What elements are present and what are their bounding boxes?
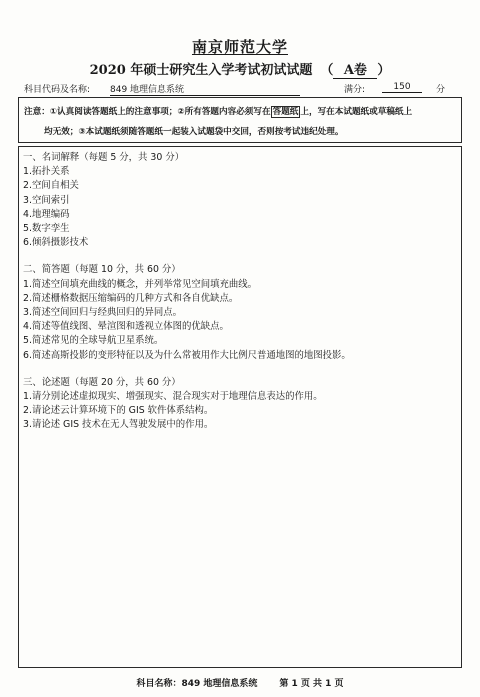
page-footer (0, 676, 480, 689)
notice-line-1 (24, 102, 456, 122)
question-item: 5.数字孪生 (23, 223, 70, 235)
section-short-answer (23, 263, 457, 362)
footer-page-number: 第 1 页 共 1 页 (279, 679, 344, 689)
section-title: 三、论述题（每题 20 分，共 60 分） (23, 376, 181, 388)
question-item: 5.简述常见的全球导航卫星系统。 (23, 335, 164, 347)
exam-title-row (0, 59, 480, 79)
paper-type-open: （ (320, 63, 334, 78)
question-item: 3.简述空间回归与经典回归的异同点。 (23, 307, 182, 319)
exam-meta-row (24, 82, 450, 96)
question-item: 6.倾斜摄影技术 (23, 237, 89, 249)
section-title: 二、简答题（每题 10 分，共 60 分） (23, 264, 181, 276)
school-name: 南京师范大学 (191, 38, 288, 56)
notice-line-2: 均无效；③本试题纸须随答题纸一起装入试题袋中交回，否则按考试违纪处理。 (44, 127, 344, 137)
full-score-value: 150 (382, 82, 422, 93)
question-item: 3.空间索引 (23, 194, 70, 206)
full-score-unit: 分 (436, 85, 446, 95)
full-score-label: 满分: (344, 85, 366, 95)
question-item: 4.地理编码 (23, 208, 70, 220)
question-item: 6.简述高斯投影的变形特征以及为什么常被用作大比例尺普通地图的地图投影。 (23, 349, 351, 361)
section-title: 一、名词解释（每题 5 分，共 30 分） (23, 152, 185, 163)
footer-subject: 科目名称：849 地理信息系统 (136, 679, 258, 689)
paper-type-value: A卷 (333, 59, 377, 79)
paper-type-close: ） (377, 63, 391, 78)
exam-title: 2020 年硕士研究生入学考试初试试题 (89, 63, 313, 78)
question-item: 1.请分别论述虚拟现实、增强现实、混合现实对于地理信息表达的作用。 (23, 391, 323, 403)
question-item: 2.简述栅格数据压缩编码的几种方式和各自优缺点。 (23, 292, 239, 304)
question-list (23, 278, 457, 363)
paper-type (320, 59, 390, 79)
question-item: 3.请论述 GIS 技术在无人驾驶发展中的作用。 (23, 419, 214, 431)
question-item: 2.空间自相关 (23, 180, 79, 192)
question-item: 1.简述空间填充曲线的概念，并列举常见空间填充曲线。 (23, 278, 257, 290)
notice-text-a: 注意：①认真阅读答题纸上的注意事项；②所有答题内容必须写在 (24, 107, 271, 117)
question-item: 1.拓扑关系 (23, 166, 70, 178)
questions-box (18, 146, 462, 668)
section-terms (23, 151, 457, 250)
subject-code-label: 科目代码及名称: (24, 85, 91, 95)
question-item: 2.请论述云计算环境下的 GIS 软件体系结构。 (23, 405, 214, 417)
question-list (23, 165, 457, 250)
question-item: 4.简述等值线图、晕渲图和透视立体图的优缺点。 (23, 321, 229, 333)
notice-box (18, 97, 462, 143)
question-list (23, 390, 457, 433)
notice-boxed-word: 答题纸 (272, 107, 299, 117)
notice-text-b: 上，写在本试题纸或草稿纸上 (300, 107, 413, 117)
section-essay (23, 376, 457, 433)
subject-code-value: 849 地理信息系统 (110, 82, 300, 96)
